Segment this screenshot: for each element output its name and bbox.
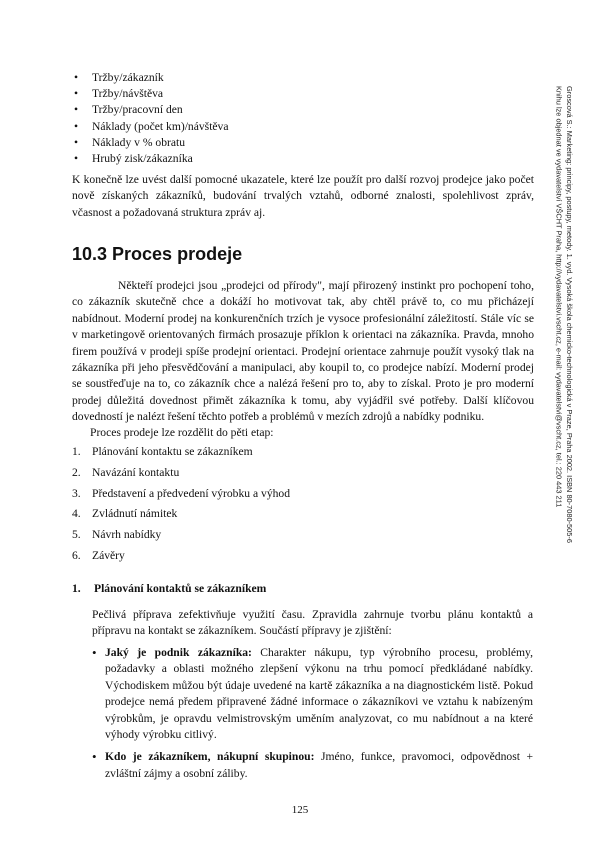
indicator-list [74, 70, 229, 167]
paragraph-indicators: K konečně lze uvést další pomocné ukazatele, které lze použít pro další rozvoj prodejce jako počet nově získaných zákazníků, budování trvalých vztahů, odborné znalosti, spolehlivost zpráv, včasnost a požadovaná struktura zpráv aj. [72, 173, 534, 219]
list-item: • Kdo je zákazníkem, nákupní skupinou: Jméno, funkce, pravomoci, odpovědnost + zvláštní zájmy a osobní záliby. [92, 749, 533, 782]
paragraph-preparation: Pečlivá příprava zefektivňuje využití času. Zpravidla zahrnuje tvorbu plánu kontaktů a přípravu na kontakt se zákazníkem. Součástí přípravy je zjištění: [92, 608, 533, 638]
list-item: • Jaký je podnik zákazníka: Charakter nákupu, typ výrobního procesu, problémy, požadavky a oblasti možného zlepšení výkonu na trhu pomocí předkládané nabídky. Východiskem můžou být údaje uvedené na kartě zákazníka a na diagnostickém listě. Pokud prodejce nemá předem připravené žádné informace o zákazníkovi ve vztahu k nabízeným výrobkům, je opravdu velmistrovským uměním analyzovat, co mu nabídnout a na které výhody výrobku citlivý. [92, 645, 533, 743]
list-item: 4. Zvládnutí námitek [72, 507, 178, 521]
copyright-sidebar [553, 86, 574, 606]
subsection-heading: 1. Plánování kontaktů se zákazníkem [72, 582, 267, 595]
list-item: • Tržby/návštěva [74, 86, 229, 102]
paragraph-stages-intro: Proces prodeje lze rozdělit do pěti etap: [90, 426, 274, 439]
list-item: • Náklady v % obratu [74, 135, 229, 151]
section-title: 10.3 Proces prodeje [72, 244, 243, 264]
sidebar-citation: Groscová S.: Marketing: principy, postupy, metody. 1. vyd. Vysoká škola chemicko-technologická v Praze, Praha 2002. ISBN 80-7080-505-6 [565, 86, 575, 543]
list-item: • Náklady (počet km)/návštěva [74, 119, 229, 135]
list-item: • Hrubý zisk/zákazníka [74, 151, 229, 167]
sales-stages-list [72, 444, 290, 569]
list-item: 3. Představení a předvedení výrobku a výhod [72, 486, 291, 500]
list-item: 6. Závěry [72, 548, 125, 562]
list-item: 1. Plánování kontaktu se zákazníkem [72, 445, 253, 458]
paragraph-sales: Někteří prodejci jsou „prodejci od přírody", mají přirozený instinkt pro pochopení toho, co zákazník skutečně chce a dokáží ho motivovat tak, aby chtěl právě to, co mu přicházejí nabídnout. Moderní prodej na konkurenčních trzích je vysoce profesionální záležitostí. Stále víc se v marketingově orientovaných firmách prosazuje příklon k orientaci na zákazníka. Pravda, mnoho firem používá v prodeji spíše prodejní orientaci. Prodejní orientace zahrnuje použít vysoký tlak na zákazníka při jeho přesvědčování a manipulaci, aby koupil to, co prodejce nabízí. Moderní prodej se soustřeďuje na to, co zákazník chce a nalézá řešení pro to, aby to získal. Proto je pro moderní prodej důležitá dovednost přimět zákazníka k tomu, aby vyjádřil své potřeby. Další klíčovou dovedností je nalézt řešení těchto potřeb a problémů v mezích zdrojů a nabídky podniku. [72, 279, 534, 424]
list-item: 5. Návrh nabídky [72, 528, 162, 542]
list-item: 2. Navázání kontaktu [72, 465, 180, 479]
list-item: • Tržby/zákazník [74, 70, 229, 86]
list-item: • Tržby/pracovní den [74, 102, 229, 118]
page-number: 125 [291, 804, 309, 816]
sidebar-order-info: Knihu lze objednat ve vydavatelství VŠCHT Praha, http://vydavatelstvi.vscht.cz, e-mail: vydavatelstvi@vscht.cz, tel.: 220 443 211 [554, 86, 564, 508]
preparation-bullets [92, 645, 533, 782]
